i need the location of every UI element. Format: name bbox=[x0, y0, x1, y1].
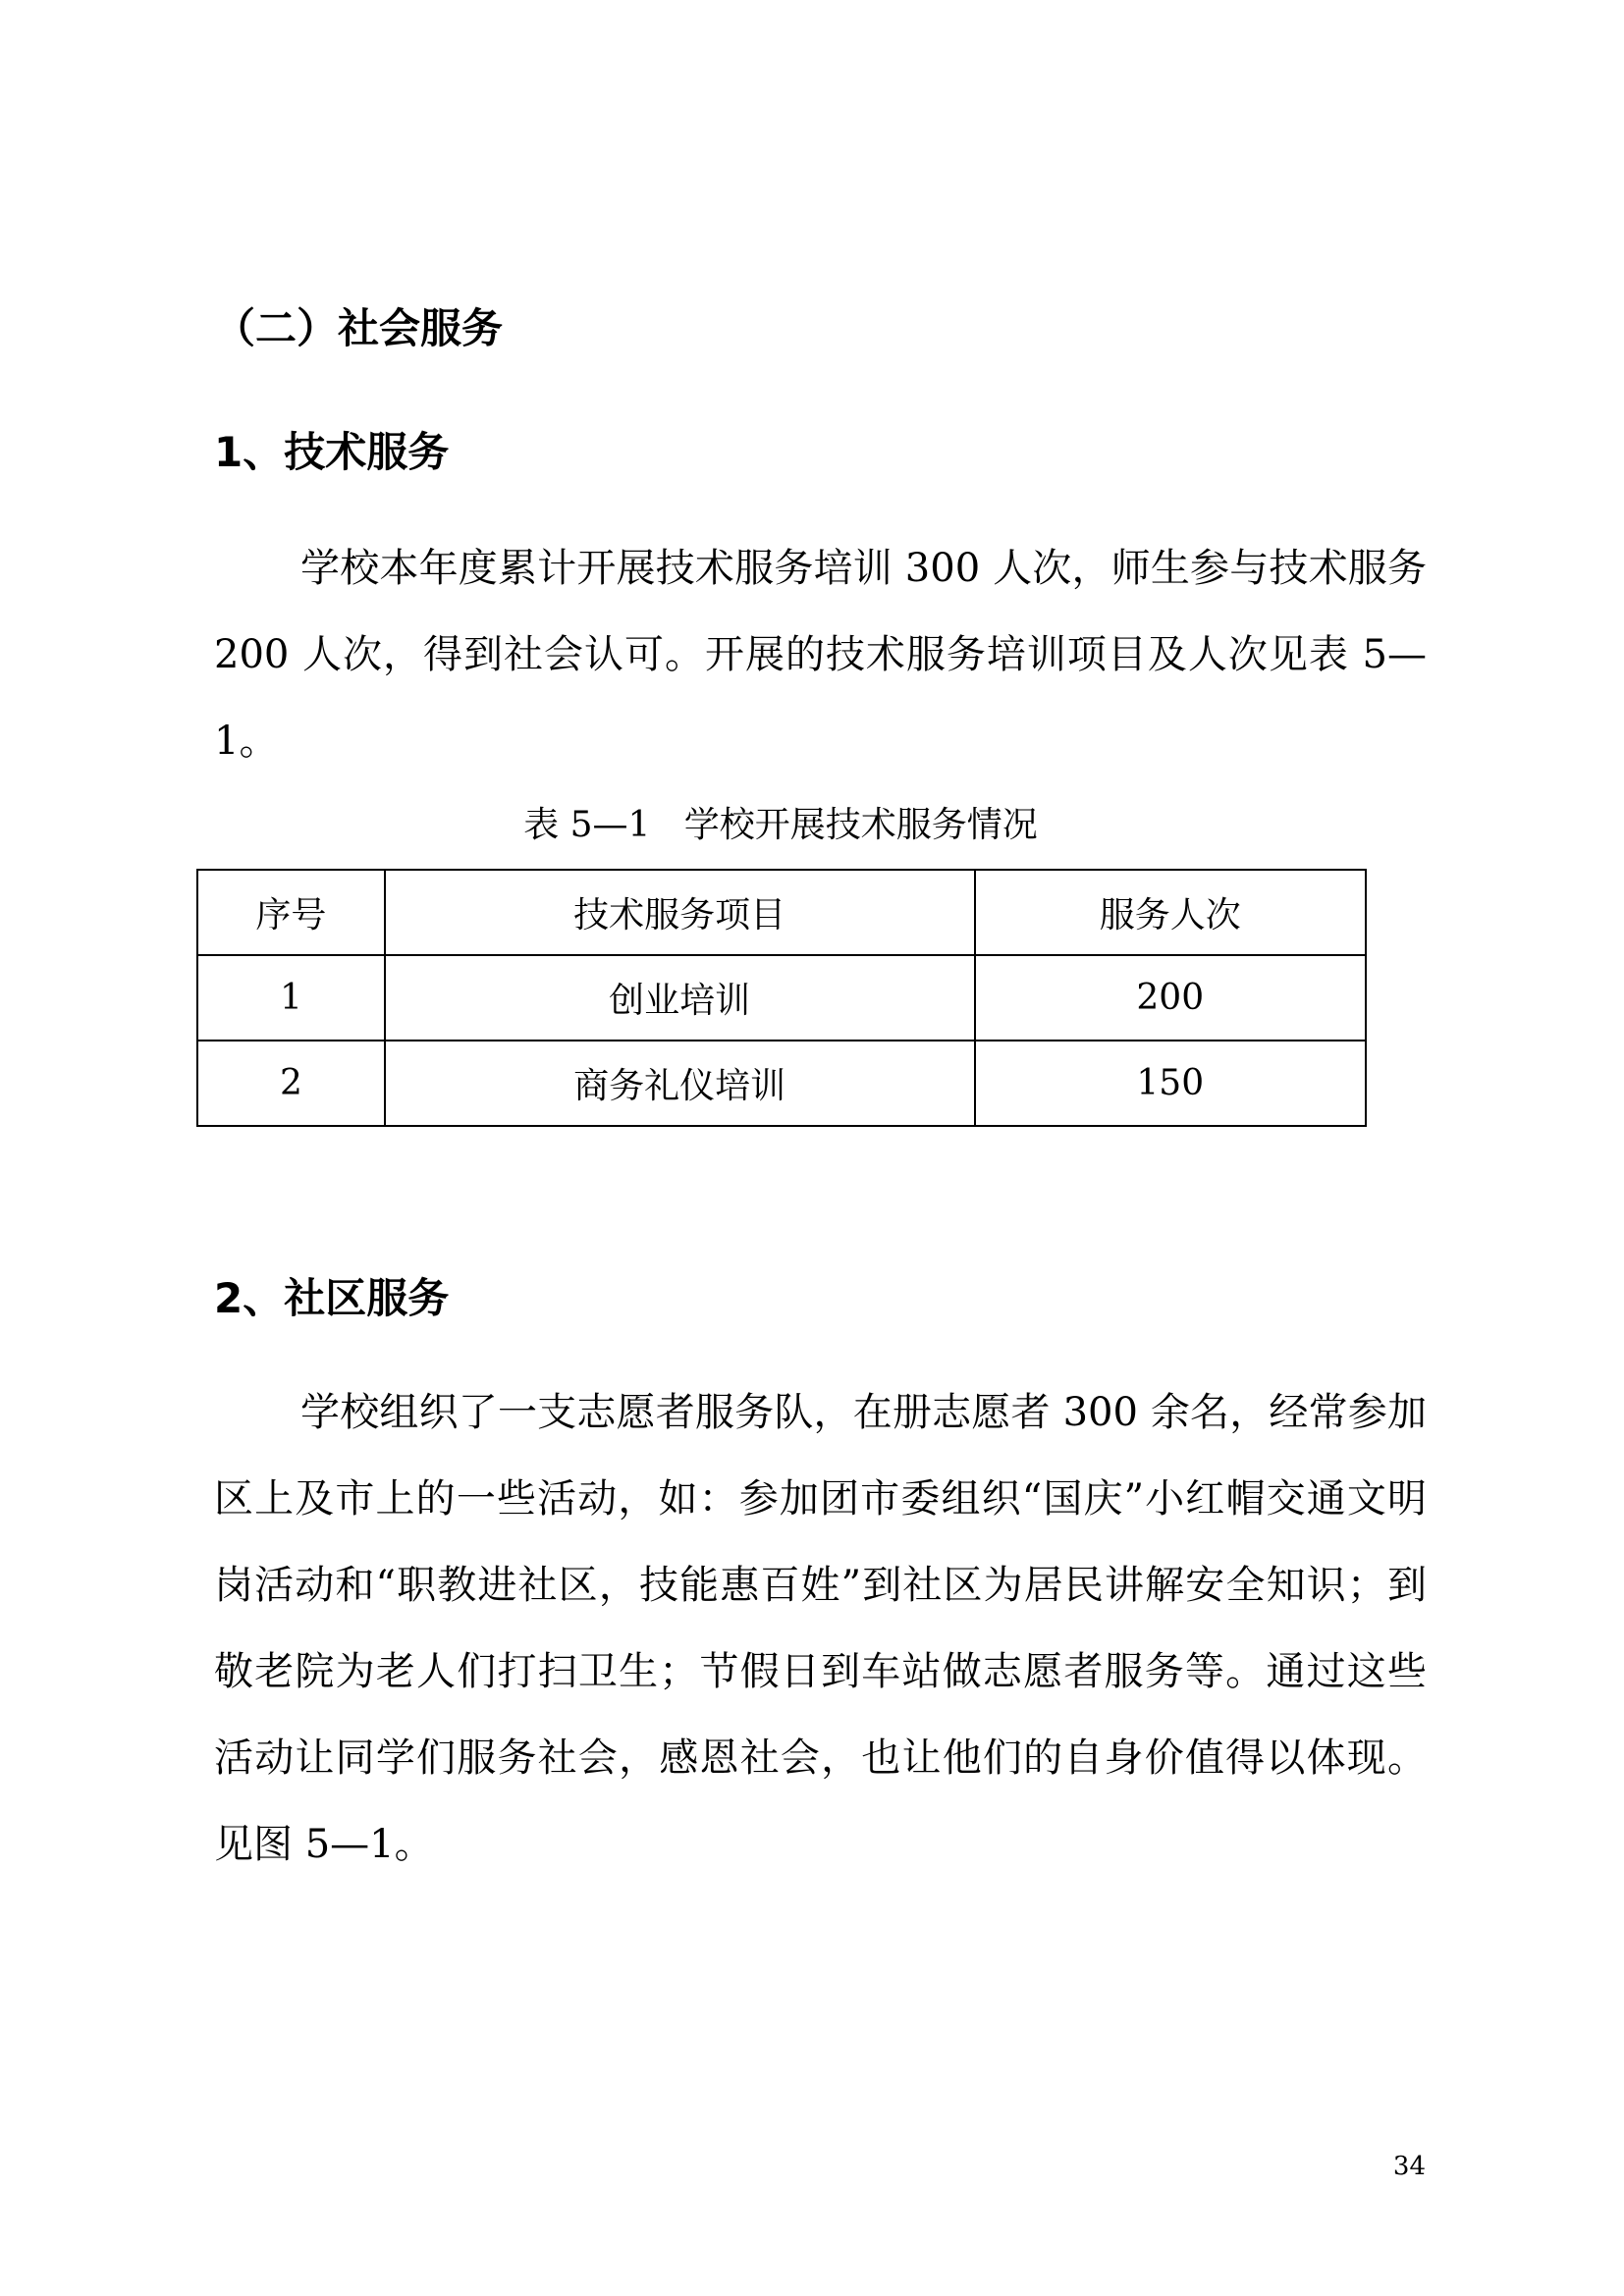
table-cell-service-count: 200 bbox=[975, 955, 1367, 1041]
page-number: 34 bbox=[1392, 2152, 1426, 2181]
subsection-heading-technical-service: 1、技术服务 bbox=[214, 428, 450, 476]
subsection-heading-community-service: 2、社区服务 bbox=[214, 1274, 450, 1322]
table-cell-service-item: 创业培训 bbox=[385, 955, 975, 1041]
table-header-row bbox=[197, 870, 1366, 955]
column-header-number: 序号 bbox=[197, 870, 385, 955]
table-row bbox=[197, 955, 1366, 1041]
table-cell-number: 1 bbox=[197, 955, 385, 1041]
community-service-paragraph: 学校组织了一支志愿者服务队，在册志愿者 300 余名，经常参加区上及市上的一些活动，如：参加团市委组织“国庆”小红帽交通文明岗活动和“职教进社区，技能惠百姓”到社区为居民讲解安全知识；到敬老院为老人们打扫卫生；节假日到车站做志愿者服务等。通过这些活动让同学们服务社会，感恩社会，也让他们的自身价值得以体现。见图 5—1。 bbox=[214, 1390, 1427, 1867]
column-header-service-count: 服务人次 bbox=[975, 870, 1367, 955]
table-row bbox=[197, 1041, 1366, 1126]
table-caption: 表 5—1 学校开展技术服务情况 bbox=[523, 805, 1038, 845]
table-cell-service-item: 商务礼仪培训 bbox=[385, 1041, 975, 1126]
column-header-service-item: 技术服务项目 bbox=[385, 870, 975, 955]
table-cell-number: 2 bbox=[197, 1041, 385, 1126]
table-cell-service-count: 150 bbox=[975, 1041, 1367, 1126]
section-heading: （二）社会服务 bbox=[214, 304, 504, 352]
technical-service-paragraph: 学校本年度累计开展技术服务培训 300 人次，师生参与技术服务 200 人次，得到社会认可。开展的技术服务培训项目及人次见表 5—1。 bbox=[214, 546, 1427, 764]
technical-service-table bbox=[196, 869, 1367, 1127]
